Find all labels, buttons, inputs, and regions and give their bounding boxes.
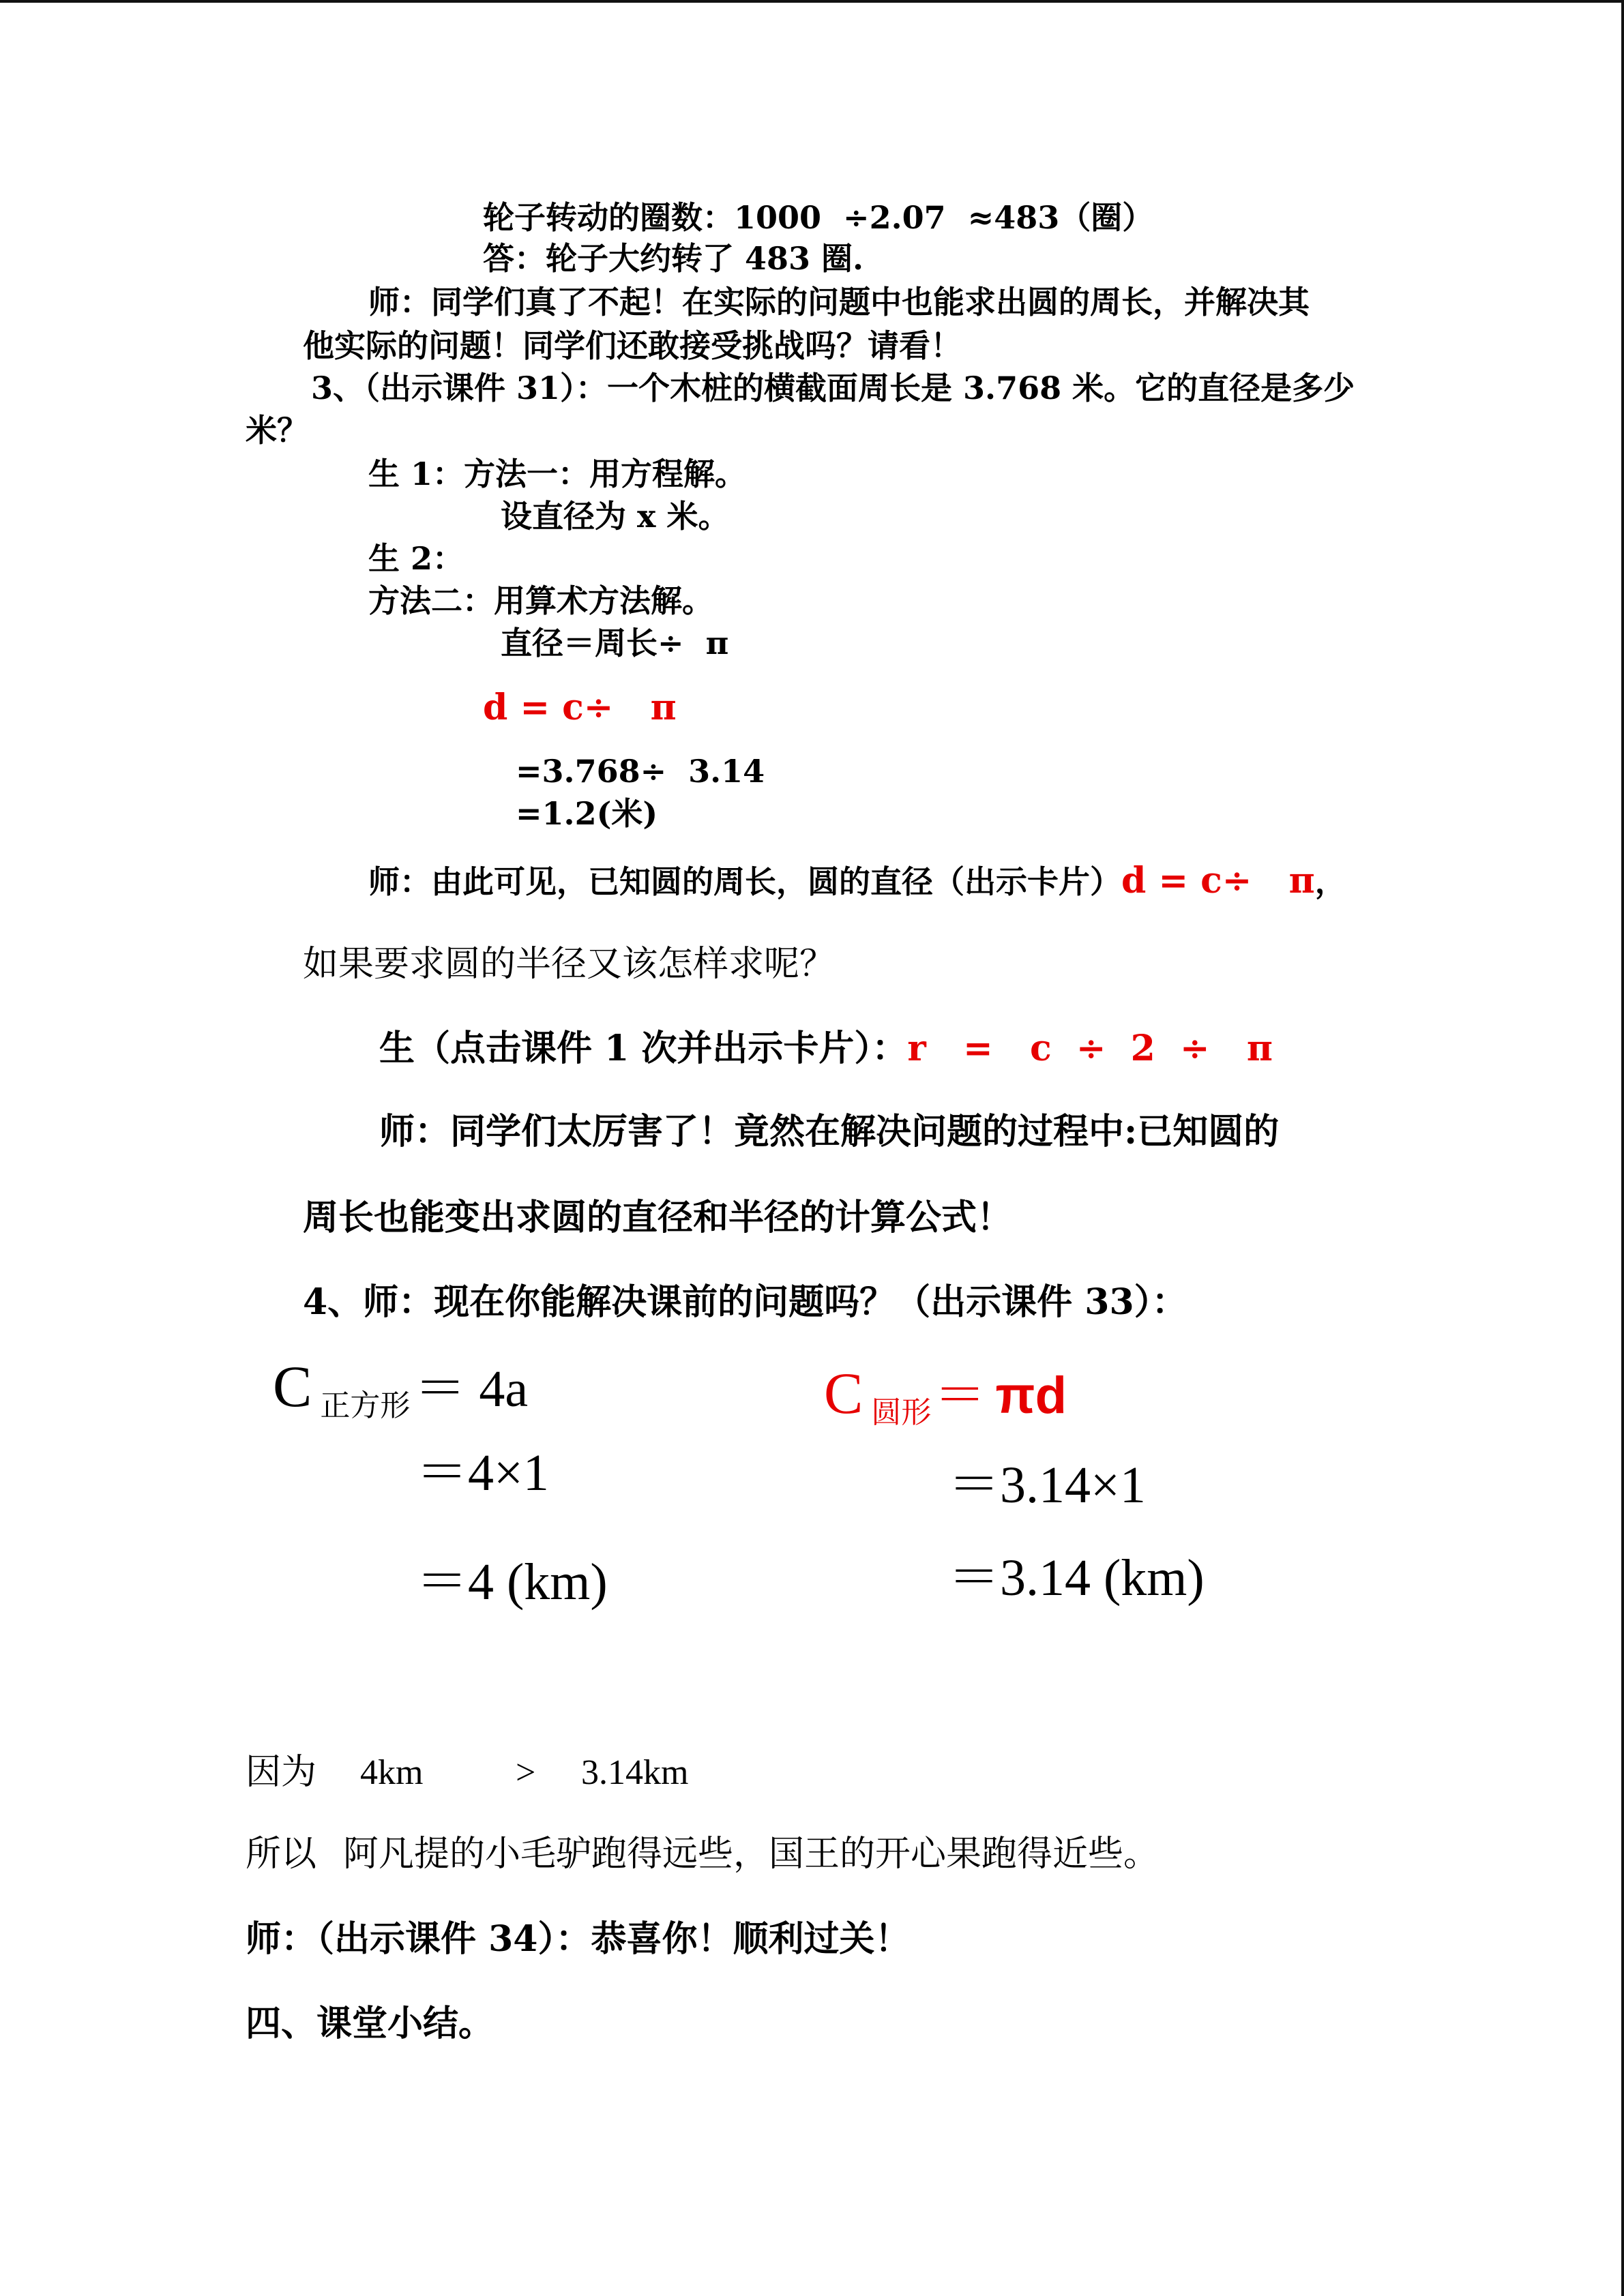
radius-question-line: 如果要求圆的半径又该怎样求呢？ [303, 944, 836, 985]
circle-step-1: ＝3.14×1 [948, 1457, 1146, 1514]
answer-line: 答：轮子大约转了 483 圈. [483, 240, 864, 277]
teacher-praise-line: 师：同学们真了不起！在实际的问题中也能求出圆的周长，并解决其 [368, 284, 1310, 320]
greater-than: > [516, 1753, 536, 1792]
circle-c-symbol: C [824, 1360, 863, 1426]
problem-3-line: 3、（出示课件 31）：一个木桩的横截面周长是 3.768 米。它的直径是多少 [311, 370, 1355, 406]
diameter-formula-red: d = c÷ π [483, 687, 677, 728]
calc-step-1: =3.768÷ 3.14 [516, 753, 765, 790]
diameter-formula-text: 直径＝周长÷ π [501, 625, 729, 661]
student-radius-line [379, 1028, 1273, 1069]
teacher-conclusion-line [368, 860, 1346, 901]
because-line [246, 1753, 689, 1792]
section-summary-heading: 四、课堂小结。 [246, 2003, 494, 2044]
student-1-line: 生 1：方法一：用方程解。 [368, 456, 747, 492]
teacher-praise-line-2: 他实际的问题！同学们还敢接受挑战吗？请看！ [303, 327, 962, 364]
square-equation: ＝ 4a [414, 1360, 529, 1418]
because-label: 因为 [246, 1753, 317, 1792]
teacher-amazing-line-2: 周长也能变出求圆的直径和半径的计算公式！ [303, 1197, 1013, 1238]
radius-formula-red: r = c ÷ 2 ÷ π [907, 1028, 1273, 1069]
student-2-line: 生 2： [368, 540, 464, 577]
circle-step-2: ＝3.14 (km) [948, 1549, 1205, 1607]
teacher-congrats-line: 师：（出示课件 34）：恭喜你！顺利过关！ [246, 1918, 911, 1960]
value-4km: 4km [360, 1753, 424, 1792]
student-radius-text: 生（点击课件 1 次并出示卡片）： [379, 1028, 908, 1069]
method-2-line: 方法二：用算术方法解。 [368, 582, 713, 619]
circle-subscript: 圆形 [871, 1395, 932, 1430]
so-line: 所以 阿凡提的小毛驴跑得远些，国王的开心果跑得近些。 [246, 1835, 1160, 1874]
problem-4-line: 4、师：现在你能解决课前的问题吗？（出示课件 33）： [303, 1281, 1187, 1323]
teacher-amazing-line: 师：同学们太厉害了！竟然在解决问题的过程中:已知圆的 [379, 1111, 1280, 1152]
square-c-symbol: C [273, 1354, 312, 1419]
circle-pi-d: πd [995, 1367, 1067, 1425]
wheel-turns-line: 轮子转动的圈数：1000 ÷2.07 ≈483（圈） [483, 199, 1154, 236]
value-314km: 3.14km [581, 1753, 689, 1792]
comma: ， [1314, 863, 1346, 900]
top-border [0, 0, 1624, 3]
square-subscript: 正方形 [320, 1388, 411, 1423]
circle-equals: ＝ [934, 1367, 986, 1425]
square-step-2: ＝4 (km) [416, 1553, 608, 1611]
right-border [1621, 0, 1624, 2296]
square-formula [273, 1354, 529, 1423]
let-diameter-line: 设直径为 x 米。 [501, 498, 730, 535]
calc-step-2: =1.2(米) [516, 795, 658, 832]
square-step-1: ＝4×1 [416, 1444, 549, 1502]
diameter-card-formula: d = c÷ π [1121, 860, 1315, 901]
problem-3-line-2: 米？ [246, 412, 308, 449]
teacher-conclusion-text: 师：由此可见，已知圆的周长，圆的直径（出示卡片） [368, 863, 1121, 900]
circle-formula [824, 1360, 1067, 1430]
